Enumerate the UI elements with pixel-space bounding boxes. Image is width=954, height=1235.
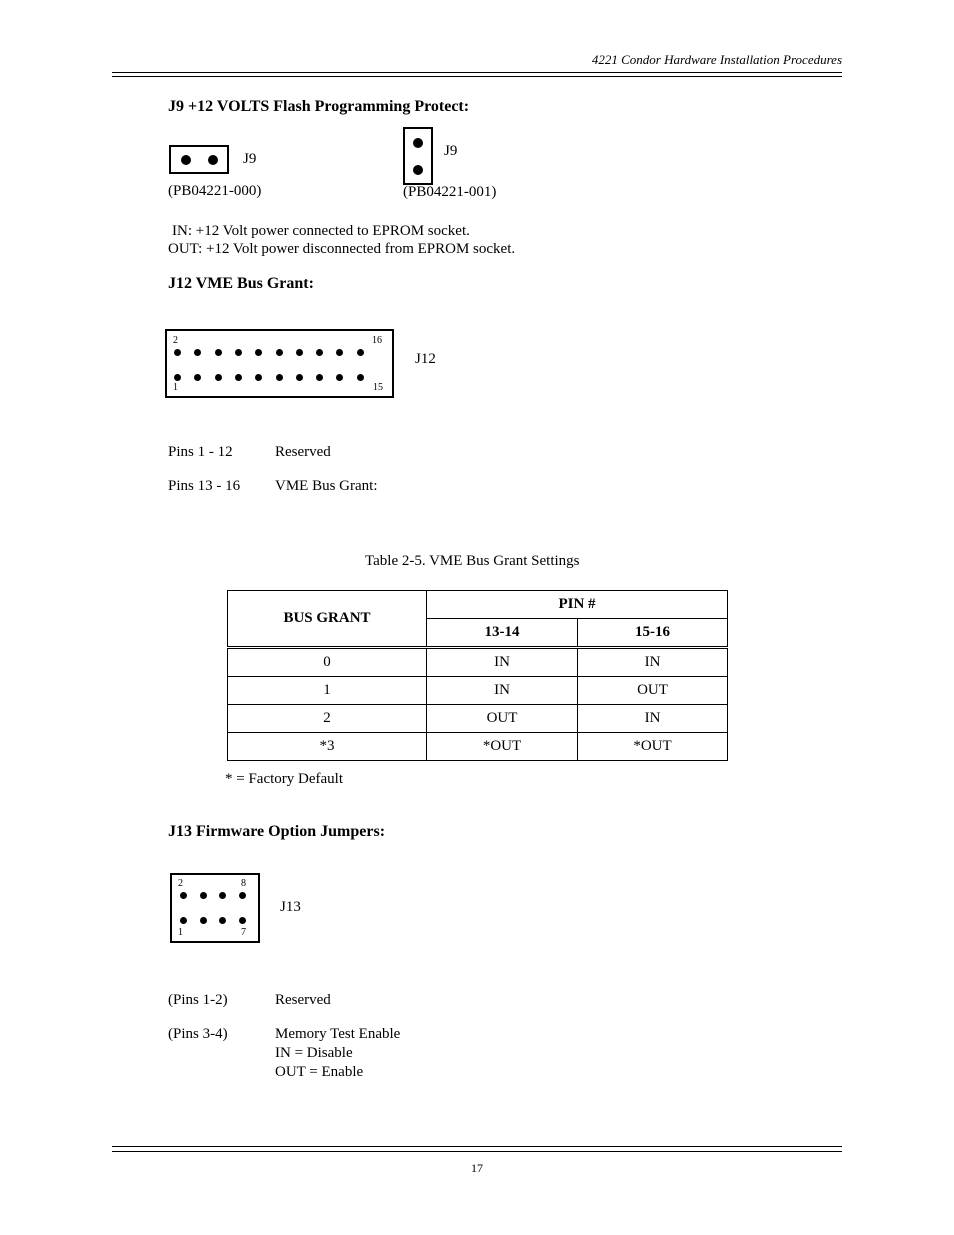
table-row: [228, 677, 728, 705]
header-pin: [219, 917, 226, 924]
header-pin: [316, 374, 323, 381]
table-cell: 1: [228, 677, 427, 705]
header-pin: [276, 374, 283, 381]
footer-rule-secondary: [112, 1151, 842, 1152]
bus-grant-table: [227, 590, 728, 761]
table-cell: IN: [578, 705, 728, 733]
running-title: 4221 Condor Hardware Installation Procedures: [591, 52, 842, 67]
j13-label: J13: [280, 899, 301, 915]
jumper-pin: [413, 138, 423, 148]
table-cell: OUT: [578, 677, 728, 705]
j12-row-pins: Pins 13 - 16: [168, 478, 241, 494]
col-header-15-16: 15-16: [578, 619, 728, 648]
header-pin: [255, 349, 262, 356]
page-number: 17: [471, 1161, 483, 1175]
j12-row-desc: VME Bus Grant:: [275, 478, 378, 494]
j12-row-pins: Pins 1 - 12: [168, 444, 233, 460]
j13-out-setting: OUT = Enable: [275, 1064, 364, 1080]
header-pin: [194, 374, 201, 381]
j12-label: J12: [415, 351, 436, 367]
header-pin: [357, 349, 364, 356]
jumper-pin: [208, 155, 218, 165]
table-cell: *3: [228, 733, 427, 761]
j12-header-block: [165, 329, 394, 398]
j9-heading: J9 +12 VOLTS Flash Programming Protect:: [168, 98, 470, 115]
header-pin: [194, 349, 201, 356]
j12-row-desc: Reserved: [275, 444, 331, 460]
j12-pin-2-label: 2: [173, 335, 178, 346]
header-pin: [239, 892, 246, 899]
j12-heading: J12 VME Bus Grant:: [168, 275, 314, 292]
jumper-pin: [413, 165, 423, 175]
header-pin: [215, 349, 222, 356]
header-pin: [316, 349, 323, 356]
j13-header-block: [170, 873, 260, 943]
j9-horizontal-jumper: [169, 145, 229, 174]
j12-pin-15-label: 15: [373, 382, 383, 393]
table-cell: IN: [427, 677, 578, 705]
j13-row-desc: Reserved: [275, 992, 331, 1008]
j9-out-description: OUT: +12 Volt power disconnected from EPROM socket.: [168, 241, 516, 257]
table-cell: OUT: [427, 705, 578, 733]
j13-row-pins: (Pins 1-2): [168, 992, 228, 1008]
table-row: [228, 705, 728, 733]
table-cell: 2: [228, 705, 427, 733]
j9-right-part-number: (PB04221-001): [403, 184, 497, 200]
j9-vertical-jumper: [403, 127, 433, 185]
j12-pin-1-label: 1: [173, 382, 178, 393]
header-pin: [255, 374, 262, 381]
header-pin: [219, 892, 226, 899]
header-pin: [357, 374, 364, 381]
j12-pin-16-label: 16: [372, 335, 382, 346]
j9-right-label: J9: [444, 143, 458, 159]
col-header-pin: PIN #: [427, 591, 728, 619]
table-footnote: * = Factory Default: [225, 771, 344, 787]
j9-left-label: J9: [243, 151, 257, 167]
header-pin: [235, 374, 242, 381]
header-pin: [296, 374, 303, 381]
footer-rule: [112, 1146, 842, 1147]
table-row: [228, 648, 728, 677]
header-pin: [200, 917, 207, 924]
header-pin: [296, 349, 303, 356]
header-pin: [276, 349, 283, 356]
header-pin: [180, 892, 187, 899]
j13-in-setting: IN = Disable: [275, 1045, 353, 1061]
j13-pin-8-label: 8: [241, 878, 246, 889]
j13-pin-2-label: 2: [178, 878, 183, 889]
j13-row-desc: Memory Test Enable: [275, 1026, 401, 1042]
col-header-bus-grant: BUS GRANT: [228, 591, 427, 648]
table-cell: IN: [578, 648, 728, 677]
header-rule-secondary: [112, 76, 842, 77]
table-row: [228, 733, 728, 761]
header-pin: [174, 349, 181, 356]
header-pin: [336, 349, 343, 356]
j9-in-description: IN: +12 Volt power connected to EPROM socket.: [172, 223, 470, 239]
header-pin: [235, 349, 242, 356]
header-rule: [112, 72, 842, 73]
header-pin: [336, 374, 343, 381]
j13-heading: J13 Firmware Option Jumpers:: [168, 823, 386, 840]
j13-row-pins: (Pins 3-4): [168, 1026, 228, 1042]
table-caption: Table 2-5. VME Bus Grant Settings: [365, 553, 580, 569]
table-cell: 0: [228, 648, 427, 677]
header-pin: [180, 917, 187, 924]
col-header-13-14: 13-14: [427, 619, 578, 648]
table-cell: *OUT: [427, 733, 578, 761]
header-pin: [200, 892, 207, 899]
table-cell: *OUT: [578, 733, 728, 761]
j13-pin-1-label: 1: [178, 927, 183, 938]
jumper-pin: [181, 155, 191, 165]
table-cell: IN: [427, 648, 578, 677]
header-pin: [239, 917, 246, 924]
j9-left-part-number: (PB04221-000): [168, 183, 262, 199]
header-pin: [174, 374, 181, 381]
header-pin: [215, 374, 222, 381]
j13-pin-7-label: 7: [241, 927, 246, 938]
